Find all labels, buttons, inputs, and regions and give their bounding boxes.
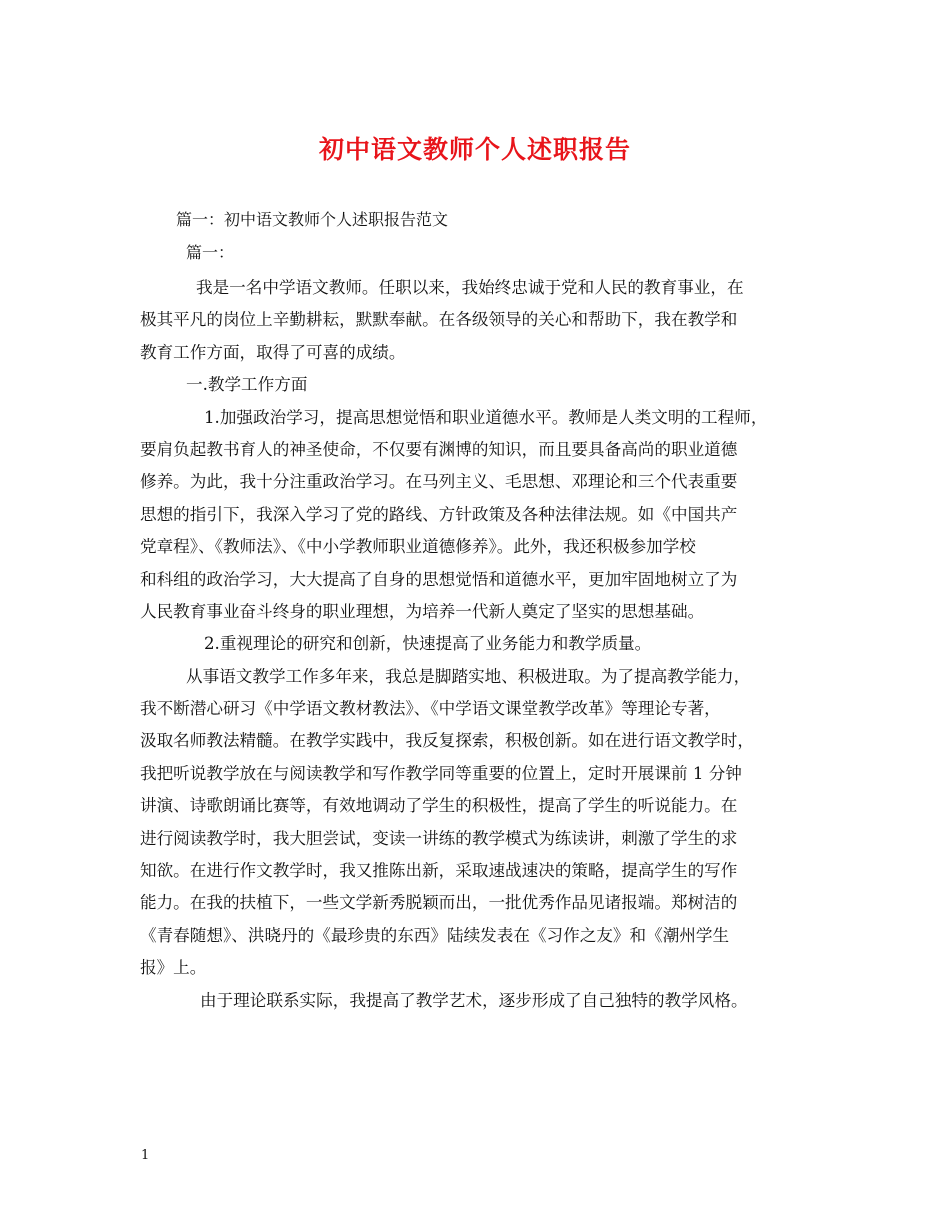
body-line: 思想的指引下，我深入学习了党的路线、方针政策及各种法律法规。如《中国共产 <box>140 504 738 524</box>
body-line: 报》上。 <box>140 958 207 978</box>
body-line: 我是一名中学语文教师。任职以来，我始终忠诚于党和人民的教育事业，在 <box>196 278 744 297</box>
body-line: 我把听说教学放在与阅读教学和写作教学同等重要的位置上，定时开展课前 1 分钟 <box>140 763 742 783</box>
body-line: 1.加强政治学习，提高思想觉悟和职业道德水平。教师是人类文明的工程师， <box>204 407 768 427</box>
body-line: 由于理论联系实际，我提高了教学艺术，逐步形成了自己独特的教学风格。 <box>200 990 748 1010</box>
body-line: 进行阅读教学时，我大胆尝试，变读一讲练的教学模式为练读讲，刺激了学生的求 <box>140 828 738 848</box>
document-title: 初中语文教师个人述职报告 <box>318 135 631 164</box>
body-line: 和科组的政治学习，大大提高了自身的思想觉悟和道德水平，更加牢固地树立了为 <box>140 569 738 589</box>
body-line: 教育工作方面，取得了可喜的成绩。 <box>140 342 406 362</box>
body-line: 修养。为此，我十分注重政治学习。在马列主义、毛思想、邓理论和三个代表重要 <box>140 472 738 492</box>
body-line: 能力。在我的扶植下，一些文学新秀脱颖而出，一批优秀作品见诸报端。郑树洁的 <box>140 893 738 913</box>
body-line: 2.重视理论的研究和创新，快速提高了业务能力和教学质量。 <box>204 634 652 654</box>
page-number: 1 <box>141 1148 150 1163</box>
body-line: 汲取名师教法精髓。在教学实践中，我反复探索，积极创新。如在进行语文教学时， <box>140 731 754 751</box>
body-line: 《青春随想》、洪晓丹的《最珍贵的东西》陆续发表在《习作之友》和《潮州学生 <box>140 925 730 945</box>
body-line: 党章程》、《教师法》、《中小学教师职业道德修养》。此外，我还积极参加学校 <box>140 537 696 557</box>
body-line: 极其平凡的岗位上辛勤耕耘，默默奉献。在各级领导的关心和帮助下，我在教学和 <box>140 310 738 330</box>
body-line: 讲演、诗歌朗诵比赛等，有效地调动了学生的积极性，提高了学生的听说能力。在 <box>140 796 738 816</box>
body-line: 要肩负起教书育人的神圣使命，不仅要有渊博的知识，而且要具备高尚的职业道德 <box>140 439 738 459</box>
subsection-heading: 篇一： <box>186 243 235 262</box>
section-subheading: 一.教学工作方面 <box>186 375 308 395</box>
body-line: 从事语文教学工作多年来，我总是脚踏实地、积极进取。为了提高教学能力， <box>186 666 751 686</box>
body-line: 人民教育事业奋斗终身的职业理想，为培养一代新人奠定了坚实的思想基础。 <box>140 601 705 621</box>
document-body <box>140 272 828 1017</box>
body-line: 我不断潜心研习《中学语文教材教法》、《中学语文课堂教学改革》等理论专著， <box>140 699 721 719</box>
body-line: 知欲。在进行作文教学时，我又推陈出新，采取速战速决的策略，提高学生的写作 <box>140 861 738 881</box>
section-heading: 篇一：初中语文教师个人述职报告范文 <box>176 210 449 229</box>
